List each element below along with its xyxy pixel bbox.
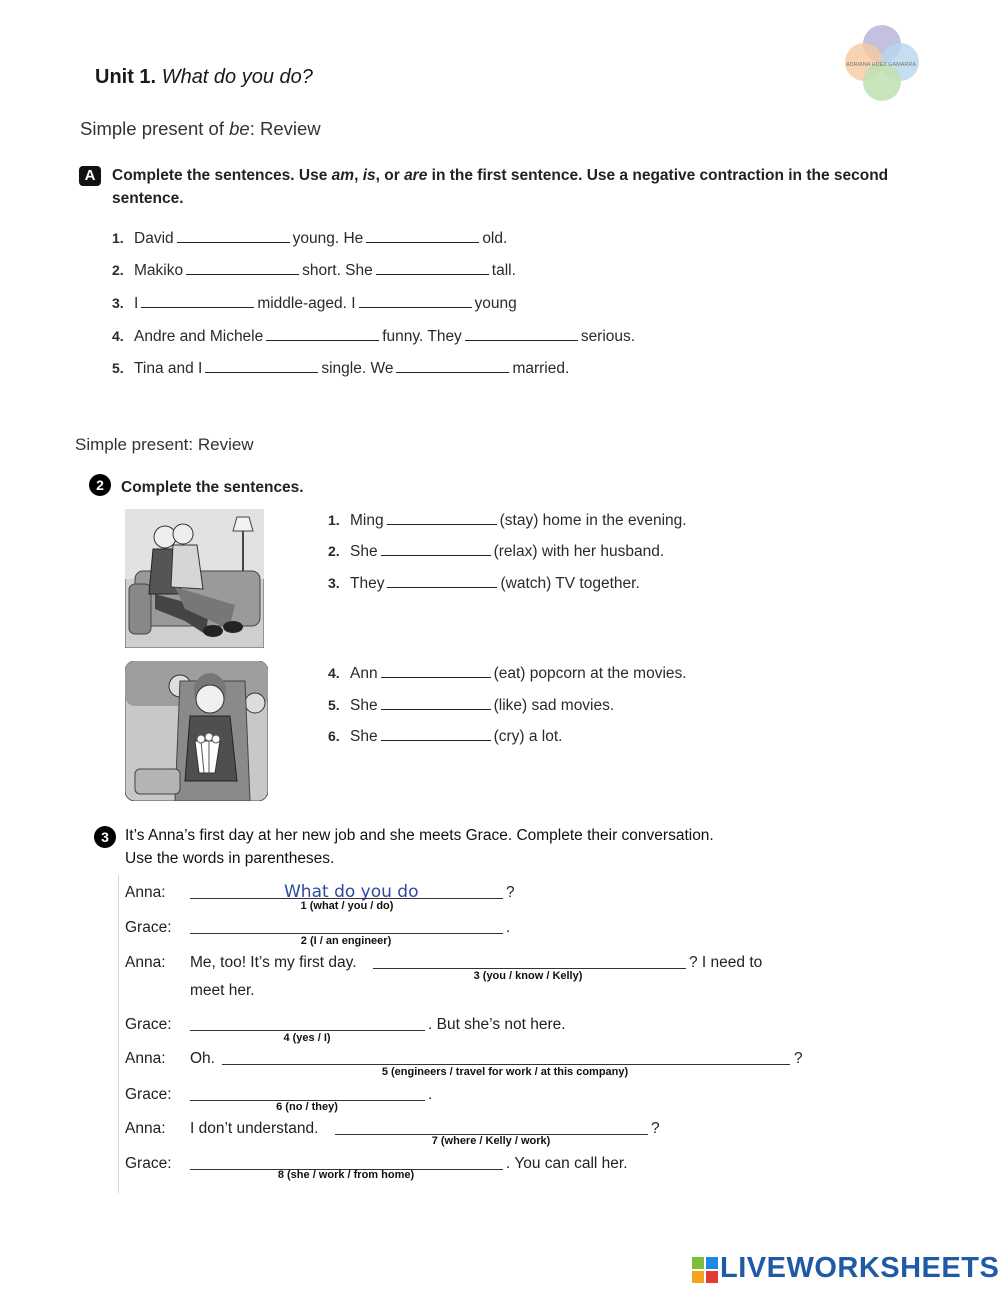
item-text: They: [350, 575, 385, 592]
item-number: 5.: [328, 697, 340, 713]
item-number: 3.: [328, 575, 340, 591]
instr-a-part2: in the first sentence. Use a negative contraction in the second sentence.: [112, 167, 889, 207]
item-number: 2.: [112, 262, 124, 278]
answer-blank[interactable]: [141, 306, 254, 308]
line-start: Oh.: [190, 1050, 215, 1067]
item-text: tall.: [491, 262, 516, 279]
item-text: Andre and Michele: [134, 328, 264, 345]
exercise-a-instruction: [112, 164, 912, 210]
line-continuation: meet her.: [190, 982, 255, 999]
item-text: young: [474, 295, 517, 312]
exercise-2-instruction: Complete the sentences.: [121, 479, 304, 496]
line-end: ?: [794, 1050, 803, 1067]
item-text: She: [350, 697, 378, 714]
answer-blank[interactable]: [387, 523, 497, 525]
line-start: Me, too! It’s my first day.: [190, 954, 357, 971]
answer-blank[interactable]: [381, 554, 491, 556]
answer-blank[interactable]: [381, 739, 491, 741]
item-text: middle-aged. I: [257, 295, 356, 312]
line-end: ?: [651, 1120, 660, 1137]
answer-blank[interactable]: [359, 306, 472, 308]
answer-blank[interactable]: [396, 371, 509, 373]
exercise-2-item-4: [328, 665, 687, 683]
answer-blank[interactable]: [186, 273, 299, 275]
line-end: ? I need to: [689, 954, 763, 971]
exercise-a-badge: A: [79, 166, 101, 186]
liveworksheets-logo-icon: [692, 1257, 718, 1283]
speaker-label: Anna:: [125, 1120, 166, 1137]
answer-blank[interactable]: [381, 676, 491, 678]
line-end: .: [428, 1086, 433, 1103]
answer-line[interactable]: [190, 898, 503, 899]
exercise-a-item-4: [112, 328, 635, 346]
instr-a-part1: Complete the sentences. Use: [112, 167, 332, 184]
exercise-2-item-3: [328, 575, 640, 593]
cue-label: 6 (no / they): [276, 1101, 338, 1113]
item-text: She: [350, 543, 378, 560]
cue-label: 3 (you / know / Kelly): [473, 970, 583, 982]
exercise-2-badge: 2: [89, 474, 111, 496]
answer-blank[interactable]: [381, 708, 491, 710]
item-text: She: [350, 728, 378, 745]
item-text: (eat) popcorn at the movies.: [493, 665, 687, 682]
author-logo-icon: [838, 22, 924, 106]
answer-blank[interactable]: [366, 241, 479, 243]
instr-a-sep1: ,: [354, 167, 363, 184]
item-text: single. We: [321, 360, 394, 377]
item-text: funny. They: [382, 328, 462, 345]
section2-heading: Simple present: Review: [75, 435, 254, 454]
exercise-3-badge: 3: [94, 826, 116, 848]
item-text: Ann: [350, 665, 378, 682]
woman-eating-popcorn-illustration: [125, 661, 268, 801]
answer-line[interactable]: [373, 968, 686, 969]
exercise-a-item-1: [112, 230, 507, 248]
item-text: (relax) with her husband.: [493, 543, 665, 560]
instr-a-am: am: [331, 167, 355, 184]
item-number: 1.: [112, 230, 124, 246]
item-text: (like) sad movies.: [493, 697, 615, 714]
cue-label: 7 (where / Kelly / work): [431, 1135, 551, 1147]
line-end: . You can call her.: [506, 1155, 628, 1172]
liveworksheets-brand[interactable]: LIVEWORKSHEETS: [720, 1252, 1000, 1284]
item-text: David: [134, 230, 174, 247]
speaker-label: Grace:: [125, 919, 172, 936]
instr-a-is: is: [362, 167, 376, 184]
item-number: 2.: [328, 543, 340, 559]
cue-label: 4 (yes / I): [283, 1032, 331, 1044]
answer-blank[interactable]: [266, 339, 379, 341]
exercise-a-item-5: [112, 360, 569, 378]
instr-3-line2: Use the words in parentheses.: [125, 850, 335, 867]
item-number: 5.: [112, 360, 124, 376]
cue-label: 5 (engineers / travel for work / at this company): [381, 1066, 629, 1078]
cue-label: 8 (she / work / from home): [277, 1169, 415, 1181]
logo-text: ADRIANA HDEZ GAMARRA: [846, 62, 916, 68]
item-number: 1.: [328, 512, 340, 528]
exercise-2-item-6: [328, 728, 563, 746]
speaker-label: Grace:: [125, 1016, 172, 1033]
item-text: short. She: [302, 262, 373, 279]
item-text: Tina and I: [134, 360, 203, 377]
answer-blank[interactable]: [205, 371, 318, 373]
item-text: (watch) TV together.: [500, 575, 640, 592]
item-number: 3.: [112, 295, 124, 311]
filled-answer[interactable]: What do you do: [284, 882, 419, 902]
section1-heading-pre: Simple present of: [80, 118, 230, 139]
item-text: Makiko: [134, 262, 184, 279]
item-text: I: [134, 295, 139, 312]
item-text: young. He: [292, 230, 364, 247]
answer-line[interactable]: [190, 933, 503, 934]
answer-blank[interactable]: [376, 273, 489, 275]
speaker-label: Anna:: [125, 1050, 166, 1067]
unit-title: [95, 66, 313, 89]
item-text: serious.: [580, 328, 636, 345]
instr-a-sep2: , or: [375, 167, 405, 184]
item-text: (stay) home in the evening.: [499, 512, 687, 529]
item-number: 6.: [328, 728, 340, 744]
instr-a-are: are: [404, 167, 428, 184]
speaker-label: Grace:: [125, 1155, 172, 1172]
speaker-label: Anna:: [125, 884, 166, 901]
exercise-2-item-5: [328, 697, 614, 715]
answer-blank[interactable]: [465, 339, 578, 341]
instr-3-line1: It’s Anna’s first day at her new job and she meets Grace. Complete their conversation.: [125, 827, 714, 844]
cue-label: 1 (what / you / do): [300, 900, 394, 912]
exercise-2-item-1: [328, 512, 687, 530]
exercise-a-item-3: [112, 295, 517, 313]
item-text: old.: [482, 230, 508, 247]
exercise-3-instruction: [125, 824, 714, 870]
line-end: ?: [506, 884, 515, 901]
section1-heading: [80, 118, 321, 140]
unit-subtitle: What do you do?: [161, 66, 313, 88]
answer-line[interactable]: [190, 1030, 425, 1031]
exercise-2-item-2: [328, 543, 664, 561]
line-end: .: [506, 919, 511, 936]
section1-heading-post: : Review: [249, 118, 321, 139]
cue-label: 2 (I / an engineer): [300, 935, 392, 947]
item-number: 4.: [112, 328, 124, 344]
answer-blank[interactable]: [177, 241, 290, 243]
unit-label: Unit 1.: [95, 66, 157, 88]
left-rule: [118, 875, 119, 1193]
line-end: . But she’s not here.: [428, 1016, 566, 1033]
section1-heading-em: be: [229, 118, 250, 139]
speaker-label: Grace:: [125, 1086, 172, 1103]
exercise-a-item-2: [112, 262, 516, 280]
item-text: (cry) a lot.: [493, 728, 563, 745]
item-text: Ming: [350, 512, 384, 529]
item-text: married.: [512, 360, 570, 377]
answer-blank[interactable]: [387, 586, 497, 588]
item-number: 4.: [328, 665, 340, 681]
answer-line[interactable]: [222, 1064, 790, 1065]
line-start: I don’t understand.: [190, 1120, 319, 1137]
couple-on-sofa-illustration: [125, 509, 264, 648]
speaker-label: Anna:: [125, 954, 166, 971]
